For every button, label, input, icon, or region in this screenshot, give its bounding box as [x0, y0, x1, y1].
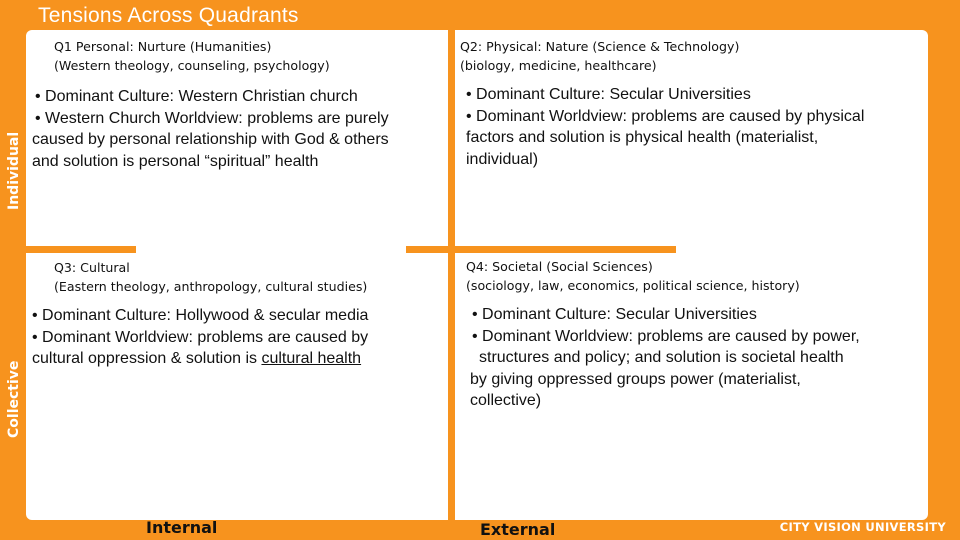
q1-line-1: • Dominant Culture: Western Christian church [35, 88, 358, 105]
q2-subheading: (biology, medicine, healthcare) [460, 58, 657, 73]
external-axis-label: External [480, 520, 556, 539]
q2-heading: Q2: Physical: Nature (Science & Technology) [460, 39, 740, 54]
q4-bullets [470, 304, 860, 412]
horizontal-divider-center [406, 246, 676, 253]
q1-subheading: (Western theology, counseling, psychology) [54, 58, 330, 73]
page-title: Tensions Across Quadrants [38, 4, 299, 27]
q2-line-4: individual) [466, 150, 539, 168]
individual-axis-label: Individual [6, 131, 22, 210]
q2-line-2: • Dominant Worldview: problems are caused by physical [466, 107, 865, 125]
q1-bullets [32, 86, 389, 172]
collective-axis-label: Collective [6, 360, 22, 438]
vertical-divider [448, 30, 455, 520]
q3-line-3-underlined: cultural health [261, 350, 362, 367]
q3-line-2: • Dominant Worldview: problems are caused by [32, 328, 369, 346]
q1-line-3: caused by personal relationship with God & others [32, 131, 389, 148]
q4-line-1: • Dominant Culture: Secular Universities [472, 306, 757, 323]
q1-line-4: and solution is personal “spiritual” health [32, 152, 319, 170]
q2-bullets [466, 84, 864, 170]
q2-header [460, 37, 739, 75]
q3-subheading: (Eastern theology, anthropology, cultural studies) [54, 279, 368, 294]
q4-subheading: (sociology, law, economics, political science, history) [466, 278, 800, 293]
q3-line-1: • Dominant Culture: Hollywood & secular media [32, 307, 369, 324]
q2-line-1: • Dominant Culture: Secular Universities [466, 86, 751, 103]
q4-heading: Q4: Societal (Social Sciences) [466, 259, 653, 274]
q4-line-4: by giving oppressed groups power (materialist, [470, 370, 801, 388]
q1-header [54, 37, 330, 75]
q1-line-2: • Western Church Worldview: problems are purely [35, 109, 389, 127]
q4-line-5: collective) [470, 392, 542, 409]
q3-header [54, 258, 367, 296]
city-vision-university-logo: CITY VISION UNIVERSITY [779, 520, 946, 534]
q4-line-3: structures and policy; and solution is societal health [479, 349, 844, 366]
q1-heading: Q1 Personal: Nurture (Humanities) [54, 39, 272, 54]
q3-bullets [32, 305, 368, 370]
q2-line-3: factors and solution is physical health (materialist, [466, 129, 819, 146]
q3-line-3 [32, 348, 368, 370]
internal-axis-label: Internal [146, 518, 218, 537]
horizontal-divider-left [26, 246, 136, 253]
q4-header [466, 257, 800, 295]
q4-line-2: • Dominant Worldview: problems are caused by power, [472, 327, 860, 345]
q3-line-3-text: cultural oppression & solution is [32, 350, 262, 367]
q3-heading: Q3: Cultural [54, 260, 130, 275]
